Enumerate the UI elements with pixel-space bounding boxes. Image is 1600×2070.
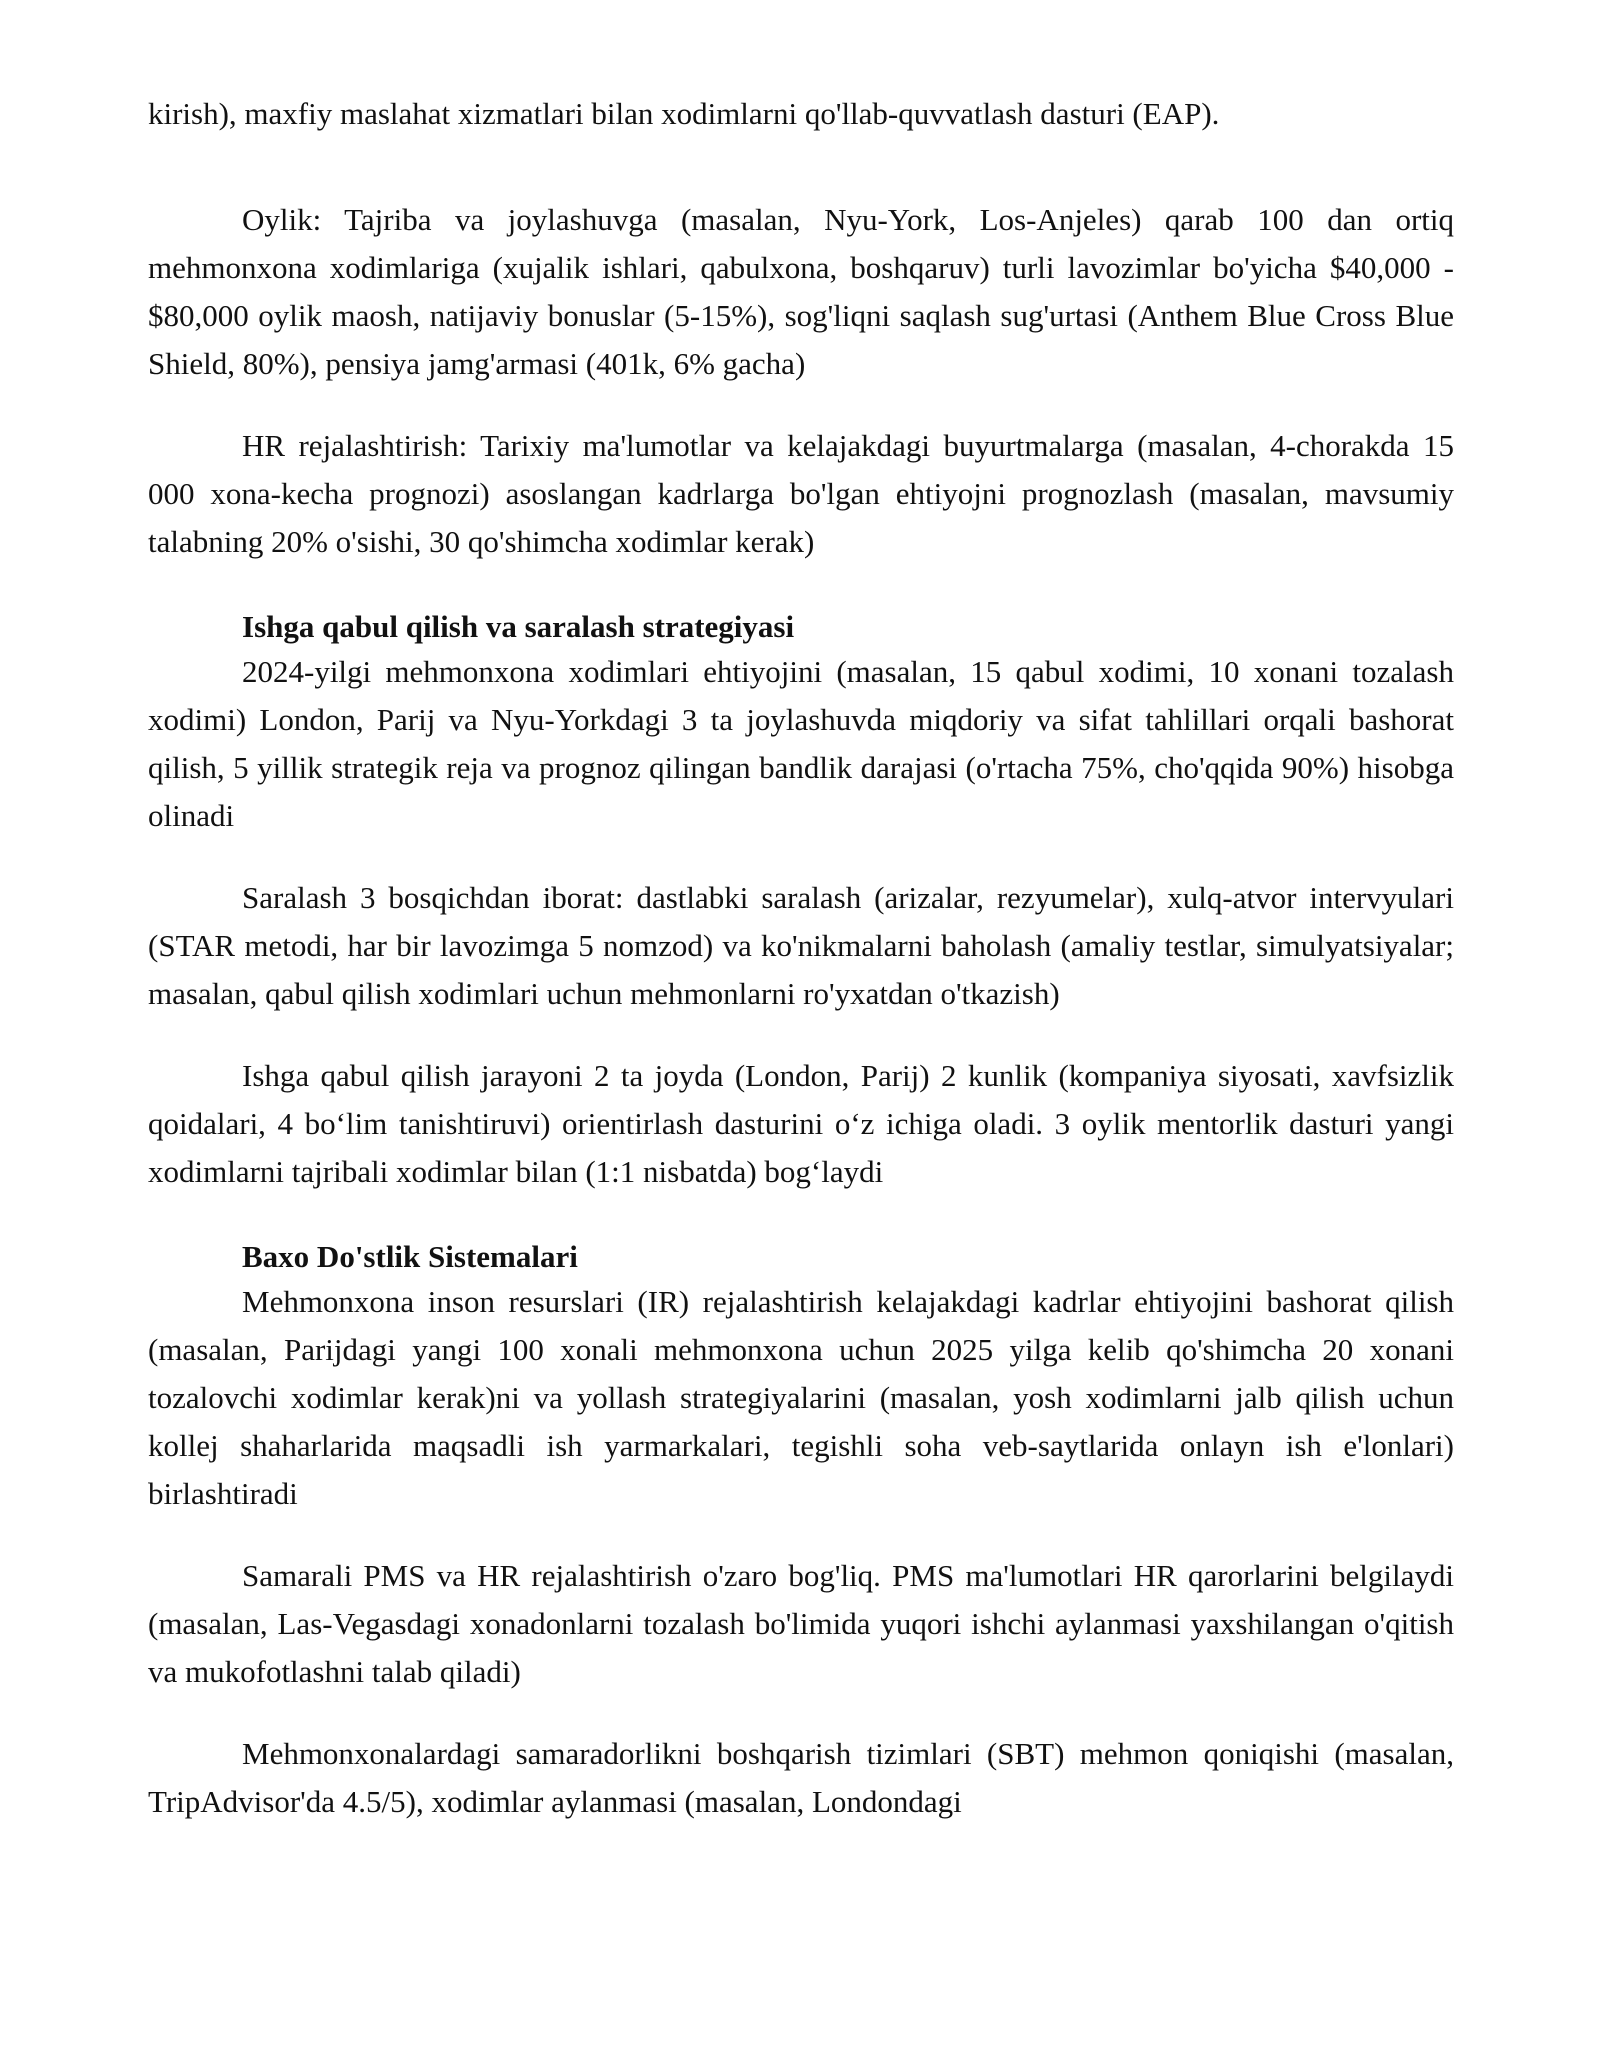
paragraph-selection-stages: Saralash 3 bosqichdan iborat: dastlabki saralash (arizalar, rezyumelar), xulq-atvor intervyulari (STAR metodi, har bir lavozimga 5 nomzod) va ko'nikmalarni baholash (amaliy testlar, simulyatsiyalar; masalan, qabul qilish xodimlari uchun mehmonlarni ro'yxatdan o'tkazish) xyxy=(148,880,1454,1011)
paragraph-hr-planning: HR rejalashtirish: Tarixiy ma'lumotlar va kelajakdagi buyurtmalarga (masalan, 4-chorakda 15 000 xona-kecha prognozi) asoslangan kadrlarga bo'lgan ehtiyojni prognozlash (masalan, mavsumiy talabning 20% o'sishi, 30 qo'shimcha xodimlar kerak) xyxy=(148,428,1454,559)
paragraph-pms-hr-link: Samarali PMS va HR rejalashtirish o'zaro bog'liq. PMS ma'lumotlari HR qarorlarini belgilaydi (masalan, Las-Vegasdagi xonadonlarni tozalash bo'limida yuqori ishchi aylanmasi yaxshilangan o'qitish va mukofotlashni talab qiladi) xyxy=(148,1558,1454,1689)
paragraph-hr-resource-planning: Mehmonxona inson resurslari (IR) rejalashtirish kelajakdagi kadrlar ehtiyojini bashorat qilish (masalan, Parijdagi yangi 100 xonali mehmonxona uchun 2025 yilga kelib qo'shimcha 20 xonani tozalovchi xodimlar kerak)ni va yollash strategiyalarini (masalan, yosh xodimlarni jalb qilish uchun kollej shaharlarida maqsadli ish yarmarkalari, tegishli soha veb-saytlarida onlayn ish e'lonlari) birlashtiradi xyxy=(148,1284,1454,1511)
heading-assessment-systems: Baxo Do'stlik Sistemalari xyxy=(242,1239,578,1274)
paragraph-eap-continuation: kirish), maxfiy maslahat xizmatlari bilan xodimlarni qo'llab-quvvatlash dasturi (EAP). xyxy=(148,96,1220,131)
document-body xyxy=(148,90,1454,1826)
paragraph-performance-systems: Mehmonxonalardagi samaradorlikni boshqarish tizimlari (SBT) mehmon qoniqishi (masalan, TripAdvisor'da 4.5/5), xodimlar aylanmasi (masalan, Londondagi xyxy=(148,1736,1454,1819)
paragraph-salary: Oylik: Tajriba va joylashuvga (masalan, Nyu-York, Los-Anjeles) qarab 100 dan ortiq mehmonxona xodimlariga (xujalik ishlari, qabulxona, boshqaruv) turli lavozimlar bo'yicha $40,000 - $80,000 oylik maosh, natijaviy bonuslar (5-15%), sog'liqni saqlash sug'urtasi (Anthem Blue Cross Blue Shield, 80%), pensiya jamg'armasi (401k, 6% gacha) xyxy=(148,202,1454,381)
paragraph-onboarding: Ishga qabul qilish jarayoni 2 ta joyda (London, Parij) 2 kunlik (kompaniya siyosati, xavfsizlik qoidalari, 4 bo‘lim tanishtiruvi) orientirlash dasturini o‘z ichiga oladi. 3 oylik mentorlik dasturi yangi xodimlarni tajribali xodimlar bilan (1:1 nisbatda) bog‘laydi xyxy=(148,1058,1454,1189)
paragraph-staffing-forecast: 2024-yilgi mehmonxona xodimlari ehtiyojini (masalan, 15 qabul xodimi, 10 xonani tozalash xodimi) London, Parij va Nyu-Yorkdagi 3 ta joylashuvda miqdoriy va sifat tahlillari orqali bashorat qilish, 5 yillik strategik reja va prognoz qilingan bandlik darajasi (o'rtacha 75%, cho'qqida 90%) hisobga olinadi xyxy=(148,654,1454,833)
heading-recruitment-strategy: Ishga qabul qilish va saralash strategiyasi xyxy=(242,609,795,644)
